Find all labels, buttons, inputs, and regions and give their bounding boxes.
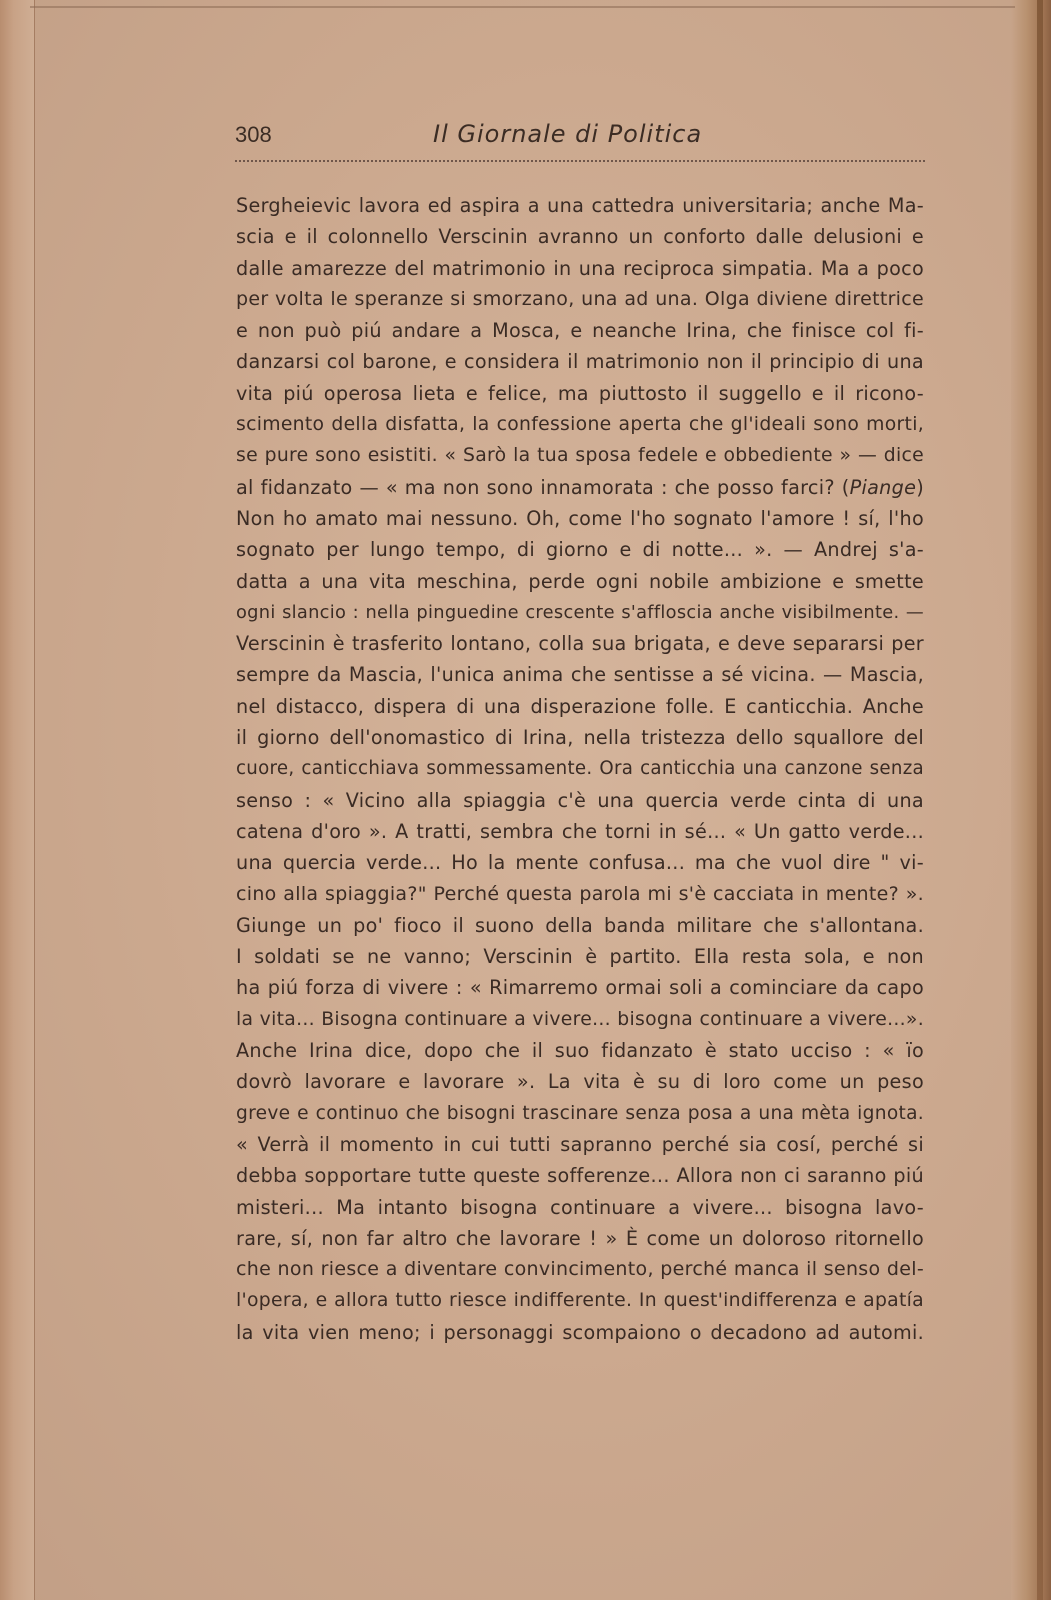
text-line: debba sopportare tutte queste sofferenze... Allora non ci saranno piú [236,1164,924,1188]
text-line: scimento della disfatta, la confessione aperta che gl'ideali sono morti, [236,414,924,436]
text-line: l'opera, e allora tutto riesce indifferente. In quest'indifferenza e apatía [236,1290,924,1312]
text-line: nel distacco, dispera di una disperazione folle. E canticchia. Anche [236,694,924,718]
binding-strip [1037,0,1043,1600]
text-line: misteri... Ma intanto bisogna continuare a vivere... bisogna lavo- [236,1195,924,1219]
text-line: Sergheievic lavora ed aspira a una cattedra universitaria; anche Ma- [236,194,924,217]
text-line: dovrò lavorare e lavorare ». La vita è su di loro come un peso [236,1070,924,1094]
page-right-edge [1011,0,1051,1600]
text-line: per volta le speranze si smorzano, una ad una. Olga diviene direttrice [236,287,924,310]
text-line: dalle amarezze del matrimonio in una reciproca simpatia. Ma a poco [236,256,924,280]
text-line: I soldati se ne vanno; Verscinin è partito. Ella resta sola, e non [236,945,924,969]
text-line: cino alla spiaggia?" Perché questa parola mi s'è cacciata in mente? ». [236,882,924,905]
text-line: il giorno dell'onomastico di Irina, nella tristezza dello squallore del [236,726,924,750]
text-line: datta a una vita meschina, perde ogni nobile ambizione e smette [236,569,924,593]
text-line: Giunge un po' fioco il suono della banda militare che s'allontana. [236,913,924,937]
text-line: la vita vien meno; i personaggi scompaiono o decadono ad automi. [236,1320,924,1344]
top-edge-line [30,6,1015,8]
page-number: 308 [235,122,272,147]
text-line: Anche Irina dice, dopo che il suo fidanzato è stato ucciso : « ïo [236,1039,924,1063]
text-line: al fidanzato — « ma non sono innamorata : che posso farci? (Piange) [236,475,924,499]
text-line: cuore, canticchiava sommessamente. Ora canticchia una canzone senza [236,758,924,780]
page-left-edge [0,0,35,1600]
text-line: una quercia verde... Ho la mente confusa... ma che vuol dire " vi- [236,851,924,875]
text-line: ha piú forza di vivere : « Rimarremo ormai soli a cominciare da capo [236,976,924,1000]
text-line: ogni slancio : nella pinguedine crescente s'affloscia anche visibilmente. — [236,601,924,623]
text-line: sempre da Mascia, l'unica anima che sentisse a sé vicina. — Mascia, [236,663,924,687]
text-line: danzarsi col barone, e considera il matrimonio non il principio di una [236,350,924,374]
text-line: Verscinin è trasferito lontano, colla sua brigata, e deve separarsi per [236,632,924,656]
text-line: che non riesce a diventare convincimento, perché manca il senso del- [236,1258,924,1281]
page-header [235,118,925,158]
text-line: rare, sí, non far altro che lavorare ! » È come un doloroso ritornello [236,1226,924,1250]
text-line: scia e il colonnello Verscinin avranno un conforto dalle delusioni e [236,225,924,249]
stage-direction: Piange [849,475,917,499]
header-dotted-rule [235,160,925,162]
text-line: sognato per lungo tempo, di giorno e di notte... ». — Andrej s'a- [236,538,924,562]
text-line: catena d'oro ». A tratti, sembra che torni in sé... « Un gatto verde... [236,819,924,843]
running-title: Il Giornale di Politica [433,120,703,148]
text-line: greve e continuo che bisogni trascinare senza posa a una mèta ignota. [236,1102,924,1124]
text-line: e non può piú andare a Mosca, e neanche Irina, che finisce col fi- [236,319,924,343]
text-line: Non ho amato mai nessuno. Oh, come l'ho sognato l'amore ! sí, l'ho [236,506,924,530]
text-line: vita piú operosa lieta e felice, ma piuttosto il suggello e il ricono- [236,381,924,405]
text-line: « Verrà il momento in cui tutti sapranno perché sia cosí, perché si [236,1132,924,1156]
text-line: senso : « Vicino alla spiaggia c'è una quercia verde cinta di una [236,788,924,812]
text-line: la vita... Bisogna continuare a vivere... bisogna continuare a vivere...». [236,1008,924,1030]
body-text [236,190,924,1348]
text-line: se pure sono esistiti. « Sarò la tua sposa fedele e obbediente » — dice [236,445,924,467]
